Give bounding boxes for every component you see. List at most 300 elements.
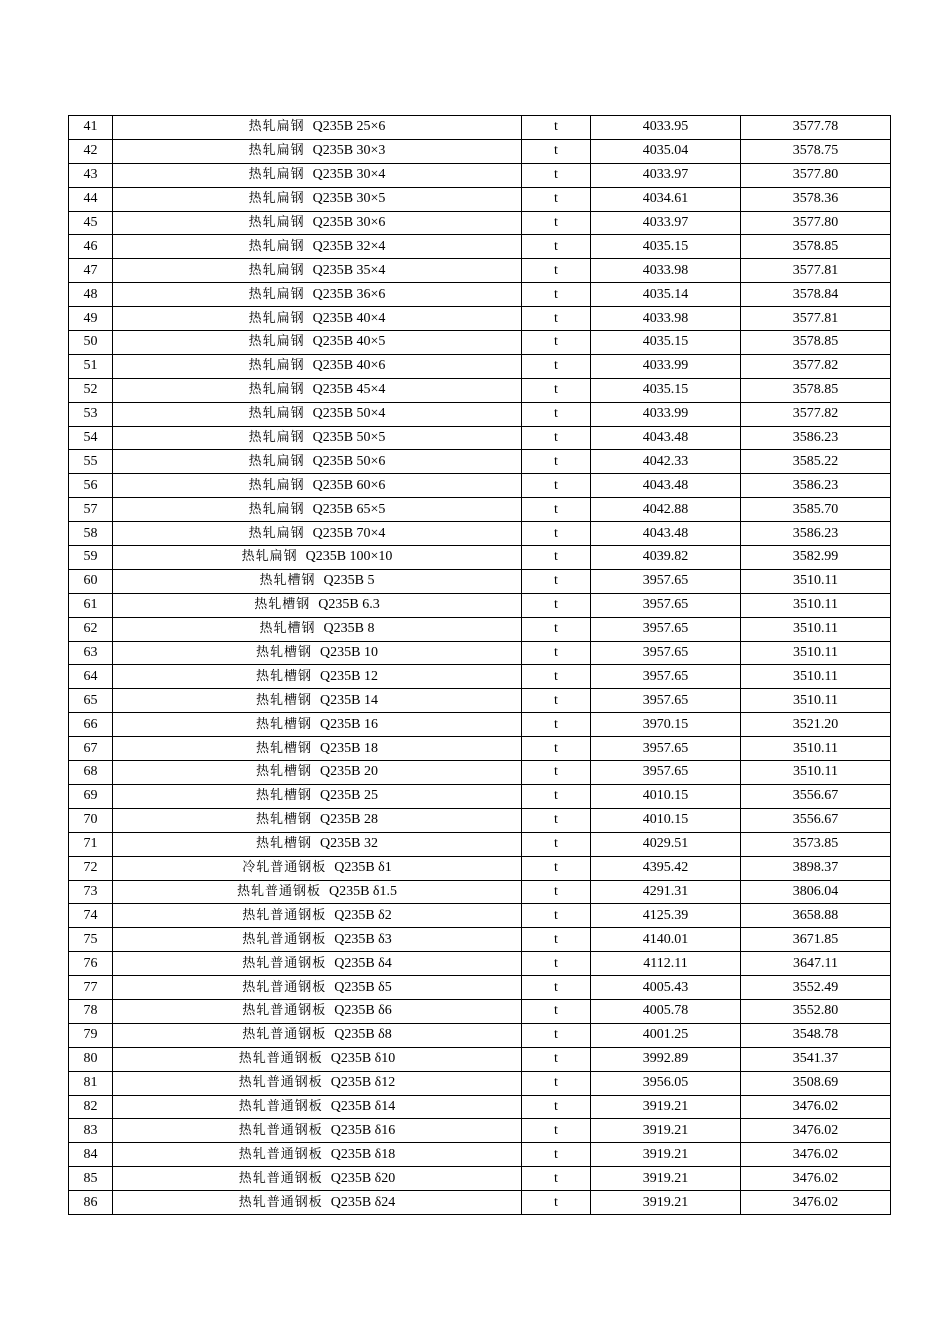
material-name: 热轧扁钢 <box>248 286 305 302</box>
material-name: 热轧扁钢 <box>248 334 305 350</box>
price-tax-cell: 4039.82 <box>591 546 741 570</box>
unit-cell: t <box>522 1119 591 1143</box>
price-notax-cell: 3577.80 <box>741 163 891 187</box>
price-tax-cell: 4005.43 <box>591 976 741 1000</box>
price-tax-cell: 4043.48 <box>591 474 741 498</box>
item-name-cell <box>113 1095 522 1119</box>
item-name-cell <box>113 689 522 713</box>
price-notax-cell: 3510.11 <box>741 617 891 641</box>
table-row <box>69 856 891 880</box>
table-row <box>69 522 891 546</box>
table-row <box>69 1167 891 1191</box>
price-tax-cell: 3919.21 <box>591 1167 741 1191</box>
unit-cell: t <box>522 187 591 211</box>
item-name-cell <box>113 498 522 522</box>
price-tax-cell: 4035.15 <box>591 235 741 259</box>
item-name-cell <box>113 641 522 665</box>
table-row <box>69 784 891 808</box>
row-number-cell: 76 <box>69 952 113 976</box>
material-name: 热轧普通钢板 <box>238 1098 323 1114</box>
unit-cell: t <box>522 665 591 689</box>
material-spec: Q235B 35×4 <box>312 262 386 278</box>
material-spec: Q235B δ14 <box>330 1098 396 1114</box>
price-tax-cell: 4043.48 <box>591 426 741 450</box>
price-notax-cell: 3552.80 <box>741 999 891 1023</box>
unit-cell: t <box>522 139 591 163</box>
material-spec: Q235B 10 <box>320 645 378 661</box>
row-number-cell: 67 <box>69 737 113 761</box>
price-tax-cell: 4033.98 <box>591 307 741 331</box>
unit-cell: t <box>522 235 591 259</box>
unit-cell: t <box>522 976 591 1000</box>
item-name-cell <box>113 331 522 355</box>
table-row <box>69 498 891 522</box>
material-spec: Q235B δ24 <box>330 1194 396 1210</box>
price-tax-cell: 3956.05 <box>591 1071 741 1095</box>
table-row <box>69 474 891 498</box>
row-number-cell: 47 <box>69 259 113 283</box>
material-spec: Q235B δ16 <box>330 1122 396 1138</box>
unit-cell: t <box>522 331 591 355</box>
price-tax-cell: 3970.15 <box>591 713 741 737</box>
item-name-cell <box>113 569 522 593</box>
price-tax-cell: 4010.15 <box>591 808 741 832</box>
material-spec: Q235B 50×4 <box>312 406 386 422</box>
table-row <box>69 1143 891 1167</box>
row-number-cell: 43 <box>69 163 113 187</box>
price-notax-cell: 3578.85 <box>741 378 891 402</box>
item-name-cell <box>113 354 522 378</box>
material-name: 热轧扁钢 <box>248 238 305 254</box>
price-tax-cell: 3957.65 <box>591 617 741 641</box>
material-name: 热轧普通钢板 <box>238 1146 323 1162</box>
item-name-cell <box>113 522 522 546</box>
table-row <box>69 617 891 641</box>
unit-cell: t <box>522 641 591 665</box>
row-number-cell: 75 <box>69 928 113 952</box>
table-row <box>69 139 891 163</box>
material-name: 热轧槽钢 <box>259 573 316 589</box>
row-number-cell: 68 <box>69 761 113 785</box>
price-tax-cell: 3919.21 <box>591 1191 741 1215</box>
item-name-cell <box>113 928 522 952</box>
price-notax-cell: 3586.23 <box>741 522 891 546</box>
row-number-cell: 56 <box>69 474 113 498</box>
price-tax-cell: 4005.78 <box>591 999 741 1023</box>
item-name-cell <box>113 1047 522 1071</box>
row-number-cell: 64 <box>69 665 113 689</box>
material-name: 热轧槽钢 <box>256 788 313 804</box>
unit-cell: t <box>522 498 591 522</box>
price-tax-cell: 4042.88 <box>591 498 741 522</box>
unit-cell: t <box>522 999 591 1023</box>
row-number-cell: 84 <box>69 1143 113 1167</box>
material-spec: Q235B 12 <box>320 668 378 684</box>
unit-cell: t <box>522 163 591 187</box>
material-spec: Q235B 30×6 <box>312 215 386 230</box>
row-number-cell: 82 <box>69 1095 113 1119</box>
table-row <box>69 713 891 737</box>
material-name: 热轧扁钢 <box>248 406 305 422</box>
item-name-cell <box>113 593 522 617</box>
material-spec: Q235B 30×5 <box>312 191 386 207</box>
price-tax-cell: 3919.21 <box>591 1119 741 1143</box>
material-spec: Q235B 14 <box>320 692 378 708</box>
price-notax-cell: 3476.02 <box>741 1191 891 1215</box>
table-row <box>69 737 891 761</box>
unit-cell: t <box>522 546 591 570</box>
row-number-cell: 42 <box>69 139 113 163</box>
price-notax-cell: 3577.81 <box>741 307 891 331</box>
row-number-cell: 65 <box>69 689 113 713</box>
material-spec: Q235B 50×5 <box>312 430 386 446</box>
unit-cell: t <box>522 1047 591 1071</box>
price-tax-cell: 4033.98 <box>591 259 741 283</box>
price-notax-cell: 3476.02 <box>741 1119 891 1143</box>
price-tax-cell: 3957.65 <box>591 689 741 713</box>
price-tax-cell: 4291.31 <box>591 880 741 904</box>
item-name-cell <box>113 402 522 426</box>
table-row <box>69 307 891 331</box>
unit-cell: t <box>522 808 591 832</box>
table-row <box>69 402 891 426</box>
price-tax-cell: 4043.48 <box>591 522 741 546</box>
item-name-cell <box>113 1143 522 1167</box>
row-number-cell: 52 <box>69 378 113 402</box>
price-tax-cell: 3919.21 <box>591 1143 741 1167</box>
material-spec: Q235B 30×4 <box>312 167 386 183</box>
row-number-cell: 85 <box>69 1167 113 1191</box>
item-name-cell <box>113 163 522 187</box>
price-notax-cell: 3578.85 <box>741 331 891 355</box>
price-notax-cell: 3541.37 <box>741 1047 891 1071</box>
price-notax-cell: 3476.02 <box>741 1143 891 1167</box>
unit-cell: t <box>522 426 591 450</box>
price-tax-cell: 4035.15 <box>591 331 741 355</box>
row-number-cell: 45 <box>69 211 113 235</box>
price-notax-cell: 3510.11 <box>741 593 891 617</box>
row-number-cell: 51 <box>69 354 113 378</box>
material-spec: Q235B 8 <box>323 621 375 637</box>
material-name: 热轧普通钢板 <box>236 883 321 899</box>
material-name: 热轧扁钢 <box>241 549 298 565</box>
row-number-cell: 55 <box>69 450 113 474</box>
item-name-cell <box>113 808 522 832</box>
price-tax-cell: 4140.01 <box>591 928 741 952</box>
row-number-cell: 50 <box>69 331 113 355</box>
price-tax-cell: 3957.65 <box>591 593 741 617</box>
table-row <box>69 761 891 785</box>
price-notax-cell: 3548.78 <box>741 1023 891 1047</box>
unit-cell: t <box>522 474 591 498</box>
price-notax-cell: 3585.22 <box>741 450 891 474</box>
material-name: 热轧扁钢 <box>248 191 305 207</box>
row-number-cell: 60 <box>69 569 113 593</box>
unit-cell: t <box>522 1143 591 1167</box>
material-spec: Q235B 36×6 <box>312 286 386 302</box>
unit-cell: t <box>522 1071 591 1095</box>
material-name: 热轧槽钢 <box>256 764 313 780</box>
price-notax-cell: 3577.82 <box>741 354 891 378</box>
price-notax-cell: 3510.11 <box>741 569 891 593</box>
price-tax-cell: 3957.65 <box>591 569 741 593</box>
price-notax-cell: 3577.80 <box>741 211 891 235</box>
material-spec: Q235B 40×5 <box>312 334 386 350</box>
material-spec: Q235B 5 <box>323 573 375 589</box>
item-name-cell <box>113 880 522 904</box>
material-name: 热轧普通钢板 <box>238 1170 323 1186</box>
table-row <box>69 808 891 832</box>
material-name: 热轧扁钢 <box>248 358 305 374</box>
row-number-cell: 86 <box>69 1191 113 1215</box>
price-notax-cell: 3510.11 <box>741 761 891 785</box>
item-name-cell <box>113 617 522 641</box>
table-row <box>69 665 891 689</box>
material-spec: Q235B 65×5 <box>312 501 386 517</box>
unit-cell: t <box>522 522 591 546</box>
price-notax-cell: 3510.11 <box>741 737 891 761</box>
table-row <box>69 426 891 450</box>
unit-cell: t <box>522 259 591 283</box>
item-name-cell <box>113 1167 522 1191</box>
unit-cell: t <box>522 928 591 952</box>
price-notax-cell: 3671.85 <box>741 928 891 952</box>
table-row <box>69 832 891 856</box>
price-notax-cell: 3556.67 <box>741 808 891 832</box>
row-number-cell: 66 <box>69 713 113 737</box>
row-number-cell: 79 <box>69 1023 113 1047</box>
unit-cell: t <box>522 689 591 713</box>
material-spec: Q235B 40×4 <box>312 310 386 326</box>
row-number-cell: 81 <box>69 1071 113 1095</box>
unit-cell: t <box>522 211 591 235</box>
item-name-cell <box>113 546 522 570</box>
material-spec: Q235B 18 <box>320 740 378 756</box>
material-name: 热轧扁钢 <box>248 477 305 493</box>
item-name-cell <box>113 474 522 498</box>
material-name: 热轧扁钢 <box>248 215 305 230</box>
price-tax-cell: 4033.97 <box>591 211 741 235</box>
price-tax-cell: 4033.97 <box>591 163 741 187</box>
item-name-cell <box>113 976 522 1000</box>
price-notax-cell: 3476.02 <box>741 1095 891 1119</box>
material-name: 热轧扁钢 <box>248 262 305 278</box>
item-name-cell <box>113 737 522 761</box>
item-name-cell <box>113 832 522 856</box>
table-row <box>69 689 891 713</box>
material-name: 热轧槽钢 <box>256 812 313 828</box>
material-name: 热轧普通钢板 <box>238 1194 323 1210</box>
unit-cell: t <box>522 354 591 378</box>
unit-cell: t <box>522 402 591 426</box>
price-table <box>68 115 891 1215</box>
material-name: 热轧普通钢板 <box>242 931 327 947</box>
material-spec: Q235B δ12 <box>330 1075 396 1091</box>
unit-cell: t <box>522 737 591 761</box>
material-spec: Q235B 100×10 <box>305 549 393 565</box>
row-number-cell: 61 <box>69 593 113 617</box>
table-row <box>69 904 891 928</box>
price-tax-cell: 3957.65 <box>591 641 741 665</box>
material-name: 热轧普通钢板 <box>238 1051 323 1067</box>
price-notax-cell: 3658.88 <box>741 904 891 928</box>
price-notax-cell: 3578.84 <box>741 283 891 307</box>
material-spec: Q235B δ18 <box>330 1146 396 1162</box>
price-notax-cell: 3582.99 <box>741 546 891 570</box>
table-row <box>69 450 891 474</box>
unit-cell: t <box>522 856 591 880</box>
table-row <box>69 1023 891 1047</box>
table-row <box>69 235 891 259</box>
material-spec: Q235B 25×6 <box>312 119 386 135</box>
unit-cell: t <box>522 283 591 307</box>
material-name: 热轧普通钢板 <box>242 1027 327 1043</box>
material-name: 热轧扁钢 <box>248 382 305 398</box>
material-spec: Q235B 16 <box>320 716 378 732</box>
row-number-cell: 69 <box>69 784 113 808</box>
item-name-cell <box>113 235 522 259</box>
row-number-cell: 58 <box>69 522 113 546</box>
material-spec: Q235B 6.3 <box>318 597 380 613</box>
row-number-cell: 70 <box>69 808 113 832</box>
material-spec: Q235B 50×6 <box>312 453 386 469</box>
material-spec: Q235B δ1.5 <box>328 883 398 899</box>
unit-cell: t <box>522 952 591 976</box>
material-spec: Q235B 32×4 <box>312 238 386 254</box>
item-name-cell <box>113 784 522 808</box>
material-name: 热轧槽钢 <box>259 621 316 637</box>
row-number-cell: 80 <box>69 1047 113 1071</box>
price-notax-cell: 3586.23 <box>741 474 891 498</box>
price-notax-cell: 3552.49 <box>741 976 891 1000</box>
row-number-cell: 46 <box>69 235 113 259</box>
price-tax-cell: 3957.65 <box>591 761 741 785</box>
item-name-cell <box>113 999 522 1023</box>
table-row <box>69 952 891 976</box>
price-notax-cell: 3510.11 <box>741 665 891 689</box>
price-notax-cell: 3585.70 <box>741 498 891 522</box>
material-name: 热轧槽钢 <box>256 692 313 708</box>
material-spec: Q235B δ5 <box>334 979 392 995</box>
material-name: 热轧扁钢 <box>248 167 305 183</box>
unit-cell: t <box>522 1167 591 1191</box>
price-tax-cell: 4035.15 <box>591 378 741 402</box>
price-tax-cell: 4010.15 <box>591 784 741 808</box>
price-tax-cell: 4033.99 <box>591 402 741 426</box>
material-name: 热轧槽钢 <box>254 597 311 613</box>
price-notax-cell: 3573.85 <box>741 832 891 856</box>
material-name: 热轧扁钢 <box>248 453 305 469</box>
price-notax-cell: 3647.11 <box>741 952 891 976</box>
unit-cell: t <box>522 307 591 331</box>
material-name: 热轧普通钢板 <box>242 907 327 923</box>
material-spec: Q235B 40×6 <box>312 358 386 374</box>
material-spec: Q235B 20 <box>320 764 378 780</box>
table-row <box>69 354 891 378</box>
row-number-cell: 83 <box>69 1119 113 1143</box>
price-notax-cell: 3578.75 <box>741 139 891 163</box>
table-row <box>69 593 891 617</box>
item-name-cell <box>113 1071 522 1095</box>
unit-cell: t <box>522 880 591 904</box>
price-notax-cell: 3510.11 <box>741 689 891 713</box>
price-notax-cell: 3556.67 <box>741 784 891 808</box>
price-tax-cell: 4035.04 <box>591 139 741 163</box>
table-row <box>69 116 891 140</box>
table-row <box>69 1119 891 1143</box>
row-number-cell: 48 <box>69 283 113 307</box>
row-number-cell: 49 <box>69 307 113 331</box>
price-notax-cell: 3577.78 <box>741 116 891 140</box>
price-tax-cell: 4112.11 <box>591 952 741 976</box>
price-notax-cell: 3578.36 <box>741 187 891 211</box>
item-name-cell <box>113 450 522 474</box>
unit-cell: t <box>522 904 591 928</box>
item-name-cell <box>113 665 522 689</box>
row-number-cell: 71 <box>69 832 113 856</box>
material-name: 热轧扁钢 <box>248 430 305 446</box>
item-name-cell <box>113 1191 522 1215</box>
material-name: 热轧扁钢 <box>248 143 305 159</box>
item-name-cell <box>113 259 522 283</box>
price-notax-cell: 3521.20 <box>741 713 891 737</box>
table-row <box>69 928 891 952</box>
item-name-cell <box>113 856 522 880</box>
price-tax-cell: 4035.14 <box>591 283 741 307</box>
price-tax-cell: 4033.99 <box>591 354 741 378</box>
price-notax-cell: 3508.69 <box>741 1071 891 1095</box>
price-tax-cell: 3957.65 <box>591 665 741 689</box>
material-spec: Q235B δ3 <box>334 931 392 947</box>
material-spec: Q235B δ1 <box>334 860 392 876</box>
row-number-cell: 78 <box>69 999 113 1023</box>
table-row <box>69 546 891 570</box>
price-tax-cell: 4029.51 <box>591 832 741 856</box>
material-name: 热轧扁钢 <box>248 310 305 326</box>
row-number-cell: 44 <box>69 187 113 211</box>
price-tax-cell: 4042.33 <box>591 450 741 474</box>
material-name: 热轧普通钢板 <box>242 1003 327 1019</box>
material-spec: Q235B δ2 <box>334 907 392 923</box>
price-notax-cell: 3577.81 <box>741 259 891 283</box>
material-name: 热轧扁钢 <box>248 525 305 541</box>
material-spec: Q235B 45×4 <box>312 382 386 398</box>
material-spec: Q235B 70×4 <box>312 525 386 541</box>
material-spec: Q235B δ20 <box>330 1170 396 1186</box>
table-row <box>69 211 891 235</box>
material-name: 热轧槽钢 <box>256 836 313 852</box>
item-name-cell <box>113 952 522 976</box>
table-row <box>69 1191 891 1215</box>
table-row <box>69 880 891 904</box>
material-spec: Q235B 25 <box>320 788 378 804</box>
unit-cell: t <box>522 713 591 737</box>
material-name: 热轧槽钢 <box>256 740 313 756</box>
row-number-cell: 54 <box>69 426 113 450</box>
table-row <box>69 283 891 307</box>
table-row <box>69 259 891 283</box>
material-name: 热轧普通钢板 <box>242 979 327 995</box>
price-notax-cell: 3577.82 <box>741 402 891 426</box>
unit-cell: t <box>522 1095 591 1119</box>
unit-cell: t <box>522 1023 591 1047</box>
table-row <box>69 1047 891 1071</box>
table-row <box>69 641 891 665</box>
material-name: 热轧槽钢 <box>256 645 313 661</box>
price-tax-cell: 3919.21 <box>591 1095 741 1119</box>
material-spec: Q235B 28 <box>320 812 378 828</box>
item-name-cell <box>113 211 522 235</box>
